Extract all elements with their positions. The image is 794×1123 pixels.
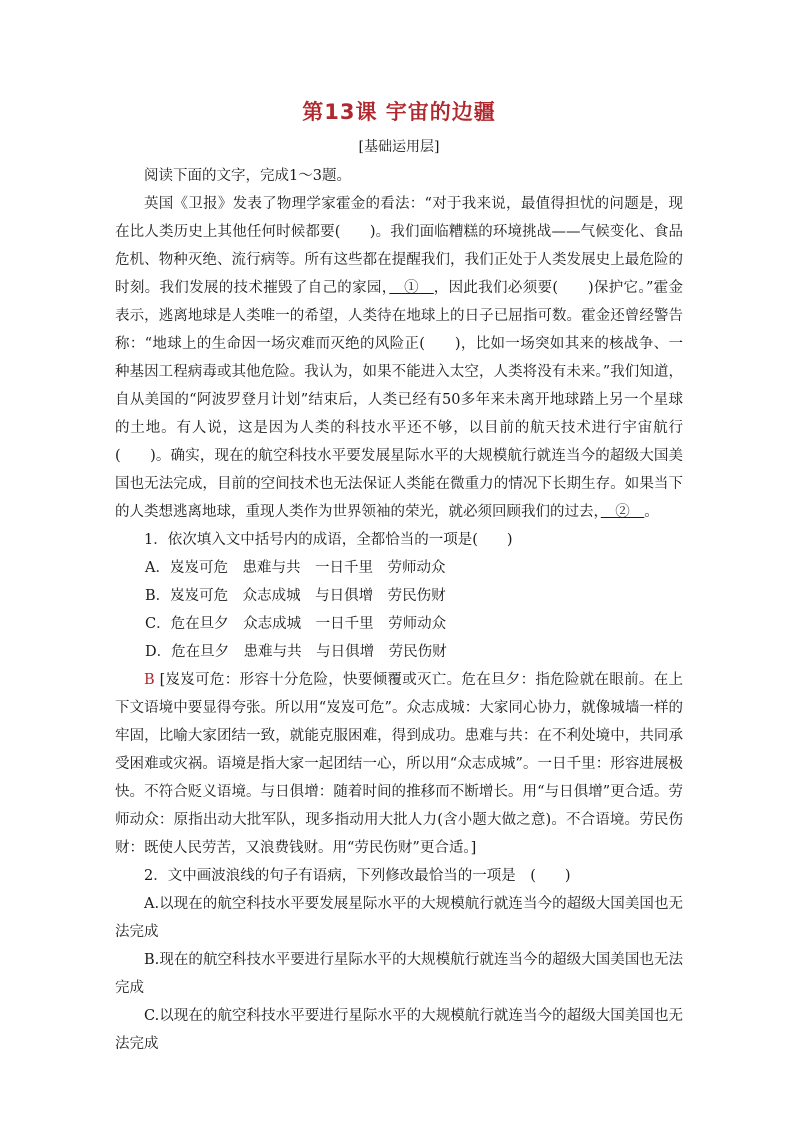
question-2-option-a: A.以现在的航空科技水平要发展星际水平的大规模航行就连当今的超级大国美国也无法完成 [115,896,683,940]
blank-1: ① [389,280,434,296]
question-1-answer [115,666,683,862]
content-area [115,96,683,1058]
instruction-text: 阅读下面的文字，完成1～3题。 [144,168,351,184]
question-1-option-a: A．岌岌可危 患难与共 一日千里 劳师动众 [145,560,446,576]
passage-part-2: ，因此我们必须要( )保护它。”霍金表示，逃离地球是人类唯一的希望，人类待在地球上的日子已屈指可数。霍金还曾经警告称：“地球上的生命因一场灾难而灭绝的风险正( )，比如一场突如其来的核战争、一种基因工程病毒或其他危险。我认为，如果不能进入太空，人类将没有未来。”我们知道，自从美国的“阿波罗登月计划”结束后，人类已经有50多年来未离开地球踏上另一个星球的土地。有人说，这是因为人类的科技水平还不够，以目前的航天技术进行宇宙航行( )。确实，现在的航空科技水平要发展星际水平的大规模航行就连当今的超级大国美国也无法完成，目前的空间技术也无法保证人类能在微重力的情况下长期生存。如果当下的人类想逃离地球，重现人类作为世界领袖的荣光，就必须回顾我们的过去， [115,280,684,520]
reading-passage [115,190,683,526]
passage-part-3: 。 [644,504,659,520]
question-1-option-b: B．岌岌可危 众志成城 与日俱增 劳民伤财 [145,588,446,604]
question-1-option-c: C．危在旦夕 众志成城 一日千里 劳师动众 [145,616,447,632]
lesson-title: 第13课 宇宙的边疆 [302,100,496,124]
answer-explanation: [岌岌可危：形容十分危险，快要倾覆或灭亡。危在旦夕：指危险就在眼前。在上下文语境中要显得夸张。所以用“岌岌可危”。众志成城：大家同心协力，就像城墙一样的牢固，比喻大家团结一致，就能克服困难，得到成功。患难与共：在不利处境中，共同承受困难或灾祸。语境是指大家一起团结一心，所以用“众志成城”。一日千里：形容进展极快。不符合贬义语境。与日俱增：随着时间的推移而不断增长。用“与日俱增”更合适。劳师动众：原指出动大批军队，现多指动用大批人力(含小题大做之意)。不合语境。劳民伤财：既使人民劳苦，又浪费钱财。用“劳民伤财”更合适。] [115,672,684,856]
blank-2: ② [600,504,645,520]
passage-part-1: 英国《卫报》发表了物理学家霍金的看法：“对于我来说，最值得担忧的问题是，现在比人类历史上其他任何时候都要( )。我们面临糟糕的环境挑战——气候变化、食品危机、物种灭绝、流行病等。所有这些都在提醒我们，我们正处于人类发展史上最危险的时刻。我们发展的技术摧毁了自己的家园， [115,196,683,296]
question-2-option-c: C.以现在的航空科技水平要进行星际水平的大规模航行就连当今的超级大国美国也无法完成 [115,1008,683,1052]
question-2-option-b: B.现在的航空科技水平要进行星际水平的大规模航行就连当今的超级大国美国也无法完成 [115,952,683,996]
question-1-option-d: D．危在旦夕 患难与共 与日俱增 劳民伤财 [145,644,447,660]
section-label: [基础运用层] [358,139,440,155]
question-1-stem: 1．依次填入文中括号内的成语，全都恰当的一项是( ) [144,532,513,548]
question-2-stem: 2．文中画波浪线的句子有语病，下列修改最恰当的一项是 ( ) [144,868,571,884]
answer-letter: B [144,672,155,688]
